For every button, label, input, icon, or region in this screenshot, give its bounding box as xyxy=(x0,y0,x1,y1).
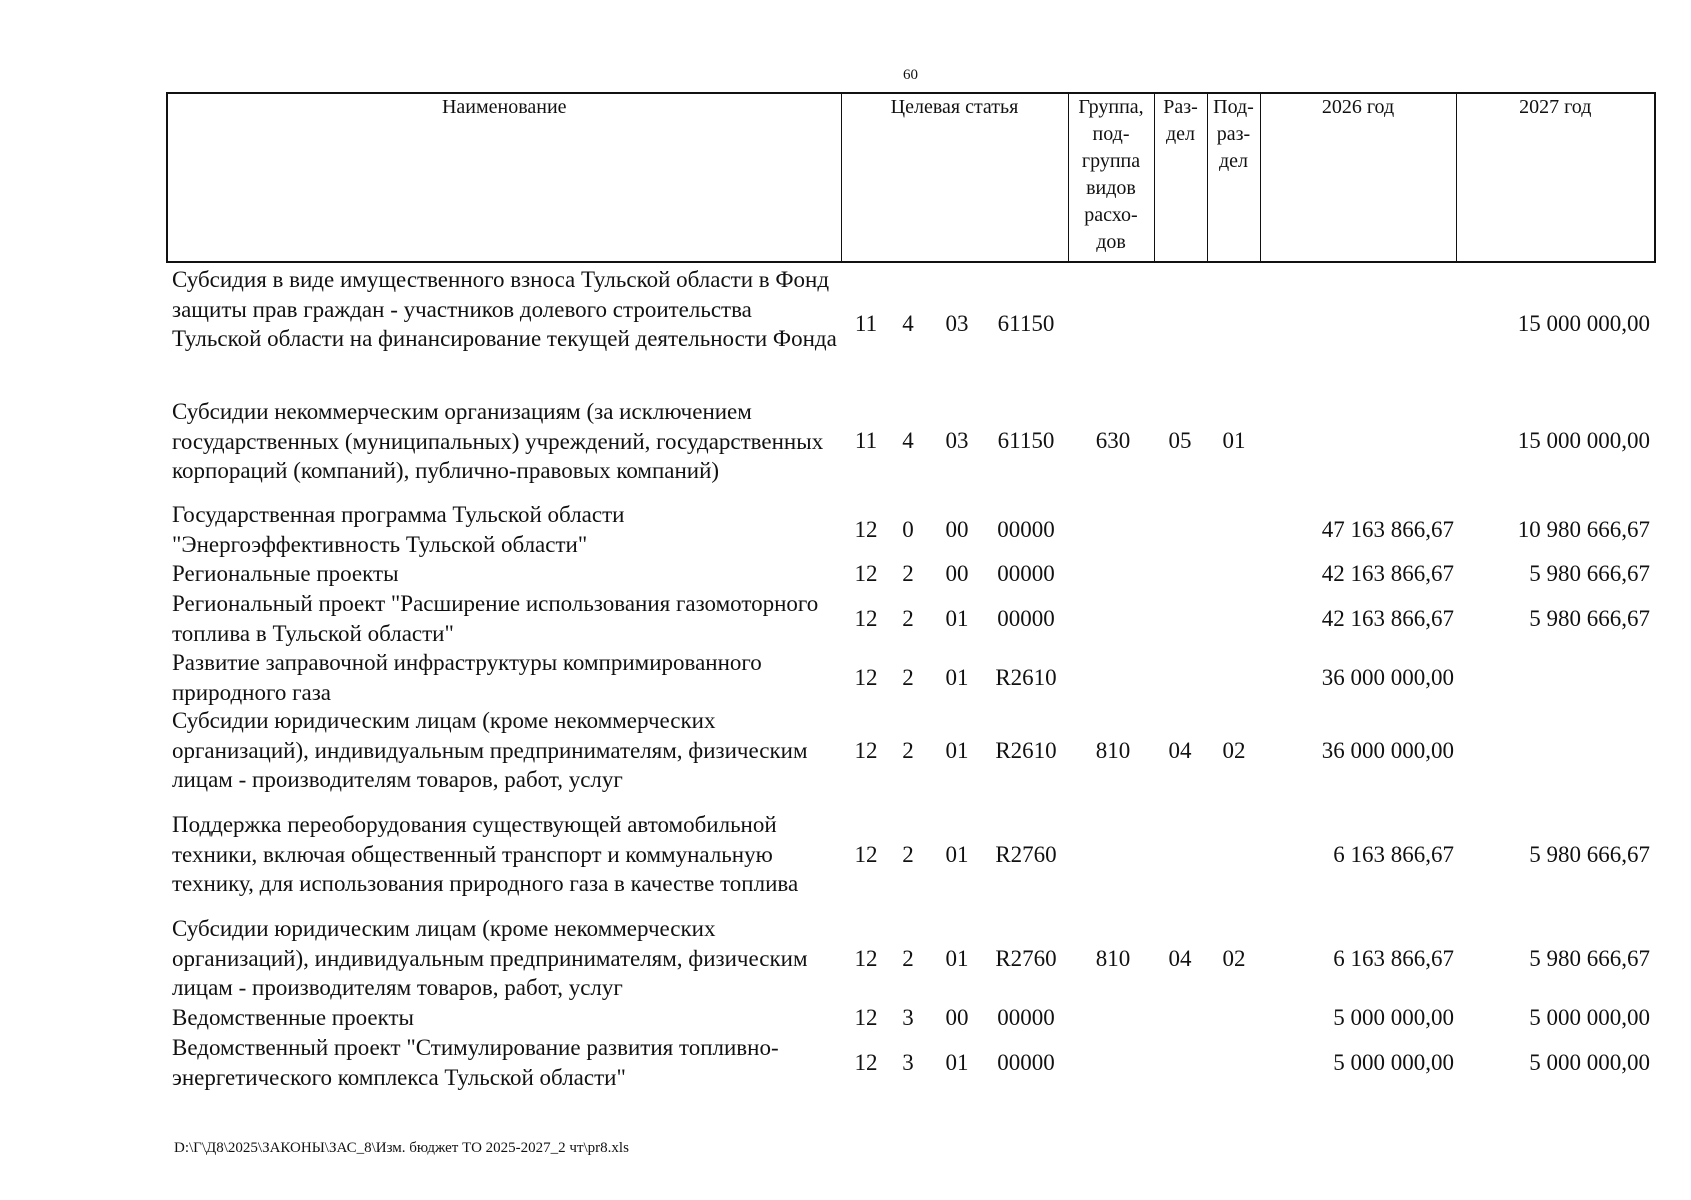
header-group-line: расхо- xyxy=(1084,204,1138,226)
header-group-line: группа xyxy=(1081,150,1141,172)
header-group-line: видов xyxy=(1086,177,1136,199)
row-amount-2026: 36 000 000,00 xyxy=(1321,665,1454,690)
row-name: Региональный проект "Расширение использования газомоторного топлива в Тульской области" xyxy=(172,591,819,646)
row-code-program: 12 xyxy=(854,946,878,971)
row-code-event: 00 xyxy=(945,1005,969,1030)
row-code-program: 12 xyxy=(854,1050,878,1075)
header-razdel xyxy=(1154,93,1207,262)
row-amount-2027: 10 980 666,67 xyxy=(1517,517,1650,542)
row-code-direction: 00000 xyxy=(997,517,1055,542)
row-code-event: 03 xyxy=(945,428,969,453)
row-code-subprogram: 2 xyxy=(902,665,914,690)
header-group-line: дов xyxy=(1096,231,1126,253)
row-razdel: 04 xyxy=(1168,946,1192,971)
header-target-article-label: Целевая статья xyxy=(890,96,1019,118)
row-code-direction: R2760 xyxy=(995,946,1057,971)
row-code-event: 01 xyxy=(945,842,969,867)
row-amount-2026: 47 163 866,67 xyxy=(1321,517,1454,542)
row-code-program: 11 xyxy=(854,428,878,453)
row-code-event: 03 xyxy=(945,311,969,336)
row-code-event: 00 xyxy=(945,517,969,542)
row-code-program: 12 xyxy=(854,842,878,867)
header-year-2026-label: 2026 год xyxy=(1321,96,1395,118)
row-amount-2027: 5 980 666,67 xyxy=(1529,946,1650,971)
row-code-direction: R2610 xyxy=(995,738,1057,763)
row-code-subprogram: 2 xyxy=(902,842,914,867)
row-amount-2026: 36 000 000,00 xyxy=(1321,738,1454,763)
row-code-direction: 00000 xyxy=(997,1005,1055,1030)
row-code-event: 01 xyxy=(945,1050,969,1075)
page-number: 60 xyxy=(903,67,918,83)
row-code-subprogram: 2 xyxy=(902,561,914,586)
table-header xyxy=(166,92,1656,263)
row-amount-2026: 42 163 866,67 xyxy=(1321,606,1454,631)
footer-file-path: D:\Г\Д8\2025\ЗАКОНЫ\ЗАС_8\Изм. бюджет ТО 2025-2027_2 чт\pr8.xls xyxy=(174,1140,629,1156)
header-podrazdel-line: дел xyxy=(1218,150,1249,172)
row-amount-2026: 42 163 866,67 xyxy=(1321,561,1454,586)
header-podrazdel xyxy=(1207,93,1260,262)
row-code-subprogram: 2 xyxy=(902,946,914,971)
row-code-program: 12 xyxy=(854,606,878,631)
header-razdel-line: Раз- xyxy=(1163,96,1198,118)
row-amount-2026: 5 000 000,00 xyxy=(1333,1050,1454,1075)
row-amount-2027: 15 000 000,00 xyxy=(1517,311,1650,336)
row-code-program: 12 xyxy=(854,665,878,690)
row-name: Государственная программа Тульской области "Энергоэффективность Тульской области" xyxy=(172,502,625,557)
row-code-program: 12 xyxy=(854,1005,878,1030)
row-razdel: 04 xyxy=(1168,738,1192,763)
row-code-subprogram: 3 xyxy=(902,1005,914,1030)
row-amount-2026: 6 163 866,67 xyxy=(1333,946,1454,971)
row-code-direction: 00000 xyxy=(997,561,1055,586)
row-amount-2027: 5 980 666,67 xyxy=(1529,561,1650,586)
row-group: 630 xyxy=(1095,428,1131,453)
row-code-direction: 61150 xyxy=(997,428,1055,453)
row-code-direction: 61150 xyxy=(997,311,1055,336)
header-group xyxy=(1068,93,1154,262)
row-code-event: 01 xyxy=(945,606,969,631)
header-podrazdel-line: раз- xyxy=(1216,123,1251,145)
row-group: 810 xyxy=(1095,946,1131,971)
row-code-direction: R2760 xyxy=(995,842,1057,867)
row-podrazdel: 02 xyxy=(1222,946,1246,971)
row-name: Субсидия в виде имущественного взноса Тульской области в Фонд защиты прав граждан - участников долевого строительства Тульской области на финансирование текущей деятельности Фонда xyxy=(172,267,837,351)
header-podrazdel-line: Под- xyxy=(1213,96,1254,118)
row-code-subprogram: 3 xyxy=(902,1050,914,1075)
row-code-event: 01 xyxy=(945,946,969,971)
row-name: Субсидии юридическим лицам (кроме некоммерческих организаций), индивидуальным предпринимателям, физическим лицам - производителям товаров, работ, услуг xyxy=(172,916,808,1000)
row-code-direction: 00000 xyxy=(997,1050,1055,1075)
row-amount-2027: 5 980 666,67 xyxy=(1529,842,1650,867)
header-year-2027-label: 2027 год xyxy=(1519,96,1592,118)
row-code-program: 11 xyxy=(854,311,878,336)
row-name: Региональные проекты xyxy=(172,561,399,586)
row-name: Поддержка переоборудования существующей автомобильной техники, включая общественный транспорт и коммунальную технику, для использования природного газа в качестве топлива xyxy=(172,812,799,896)
row-podrazdel: 02 xyxy=(1222,738,1246,763)
header-name-label: Наименование xyxy=(441,96,567,118)
row-code-event: 01 xyxy=(945,665,969,690)
row-code-subprogram: 4 xyxy=(902,428,914,453)
row-amount-2027: 5 000 000,00 xyxy=(1529,1050,1650,1075)
row-amount-2027: 5 000 000,00 xyxy=(1529,1005,1650,1030)
header-target-article xyxy=(841,93,1068,262)
row-name: Субсидии юридическим лицам (кроме некоммерческих организаций), индивидуальным предпринимателям, физическим лицам - производителям товаров, работ, услуг xyxy=(172,708,808,792)
row-code-subprogram: 4 xyxy=(902,311,914,336)
header-razdel-line: дел xyxy=(1165,123,1196,145)
row-amount-2027: 15 000 000,00 xyxy=(1517,428,1650,453)
header-year-2026 xyxy=(1260,93,1456,262)
row-code-program: 12 xyxy=(854,561,878,586)
row-name: Развитие заправочной инфраструктуры компримированного природного газа xyxy=(172,650,762,705)
header-name xyxy=(167,93,841,262)
row-razdel: 05 xyxy=(1168,428,1192,453)
header-group-line: Группа, xyxy=(1078,96,1144,118)
row-code-event: 01 xyxy=(945,738,969,763)
row-code-event: 00 xyxy=(945,561,969,586)
row-podrazdel: 01 xyxy=(1222,428,1246,453)
row-code-subprogram: 0 xyxy=(902,517,914,542)
row-code-program: 12 xyxy=(854,738,878,763)
row-code-program: 12 xyxy=(854,517,878,542)
row-name: Ведомственный проект "Стимулирование развития топливно-энергетического комплекса Тульской области" xyxy=(172,1035,779,1090)
row-name: Субсидии некоммерческим организациям (за исключением государственных (муниципальных) учреждений, государственных корпораций (компаний), публично-правовых компаний) xyxy=(172,399,824,483)
header-year-2027 xyxy=(1456,93,1655,262)
row-amount-2026: 6 163 866,67 xyxy=(1333,842,1454,867)
header-group-line: под- xyxy=(1092,123,1130,145)
row-code-direction: 00000 xyxy=(997,606,1055,631)
row-code-subprogram: 2 xyxy=(902,606,914,631)
row-group: 810 xyxy=(1095,738,1131,763)
row-code-subprogram: 2 xyxy=(902,738,914,763)
row-code-direction: R2610 xyxy=(995,665,1057,690)
row-amount-2027: 5 980 666,67 xyxy=(1529,606,1650,631)
row-name: Ведомственные проекты xyxy=(172,1005,414,1030)
row-amount-2026: 5 000 000,00 xyxy=(1333,1005,1454,1030)
